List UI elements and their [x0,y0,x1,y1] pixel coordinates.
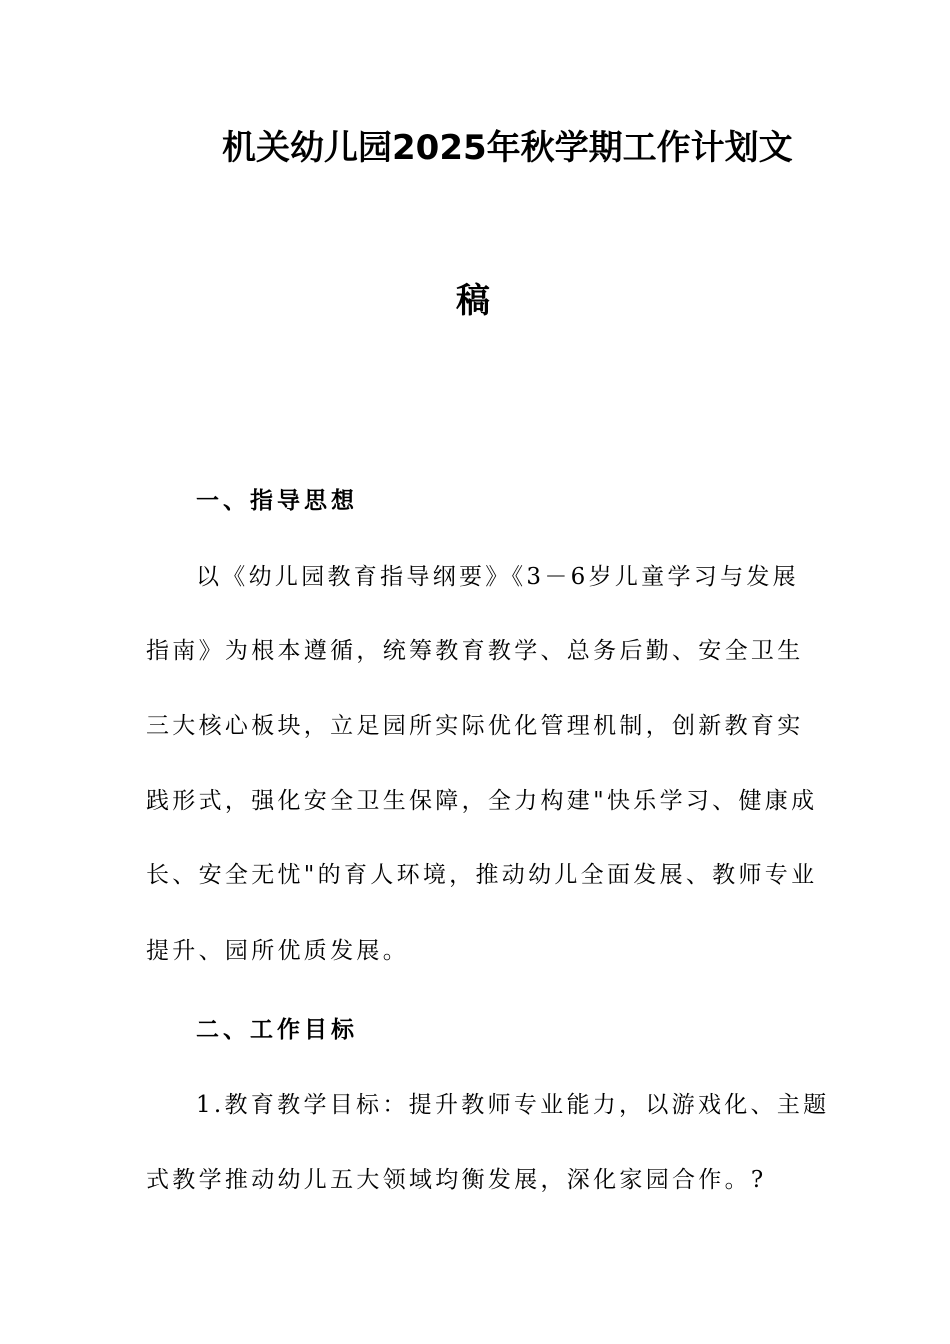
paragraph-line: 提升、园所优质发展。 [146,938,409,964]
paragraph-line: 指南》为根本遵循，统筹教育教学、总务后勤、安全卫生 [146,638,804,664]
paragraph-line: 以《幼儿园教育指导纲要》《3－6岁儿童学习与发展 [196,564,799,590]
section-heading-work-goals: 二、工作目标 [196,1016,358,1043]
document-title-line-2: 稿 [456,281,490,321]
paragraph-line: 三大核心板块，立足园所实际优化管理机制，创新教育实 [146,713,804,739]
section-heading-guiding-thought: 一、指导思想 [196,487,358,514]
document-title-line-1: 机关幼儿园2025年秋学期工作计划文 [222,128,793,168]
paragraph-line: 践形式，强化安全卫生保障，全力构建"快乐学习、健康成 [146,788,818,814]
paragraph-line: 1.教育教学目标：提升教师专业能力，以游戏化、主题 [196,1092,830,1118]
paragraph-line: 长、安全无忧"的育人环境，推动幼儿全面发展、教师专业 [146,862,818,888]
paragraph-line: 式教学推动幼儿五大领域均衡发展，深化家园合作。? [146,1167,767,1193]
